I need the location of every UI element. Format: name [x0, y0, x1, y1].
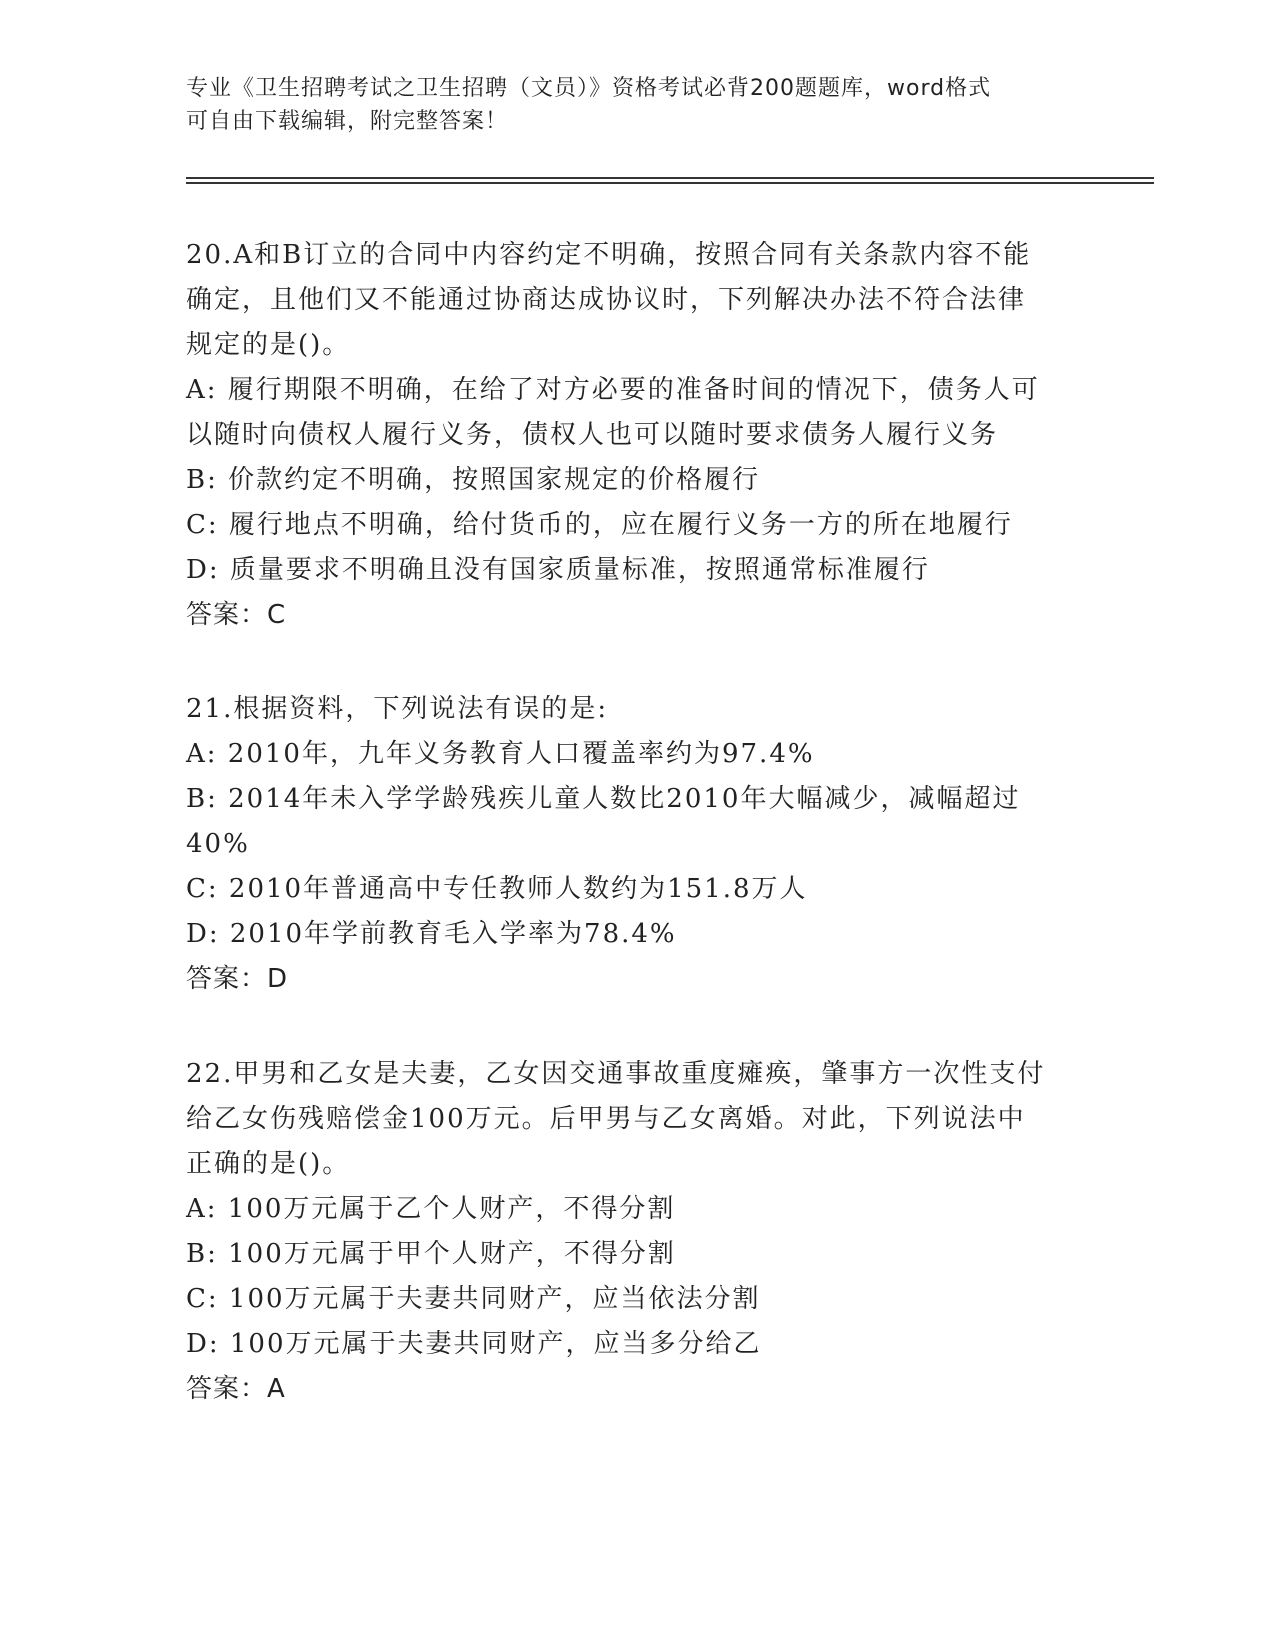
question-block — [186, 687, 1076, 1002]
option-b-continued: 40% — [186, 829, 250, 859]
option-a: A: 100万元属于乙个人财产，不得分割 — [186, 1194, 676, 1224]
question-stem-line: 正确的是()。 — [186, 1149, 351, 1179]
option-b: B: 100万元属于甲个人财产，不得分割 — [186, 1239, 676, 1269]
option-a: A: 2010年，九年义务教育人口覆盖率约为97.4% — [186, 739, 815, 769]
option-d: D: 100万元属于夫妻共同财产，应当多分给乙 — [186, 1329, 762, 1359]
option-a-continued: 以随时向债权人履行义务，债权人也可以随时要求债务人履行义务 — [186, 420, 999, 450]
question-stem-line: 22.甲男和乙女是夫妻，乙女因交通事故重度瘫痪，肇事方一次性支付 — [186, 1059, 1046, 1089]
question-block — [186, 1052, 1076, 1412]
answer-line: 答案：C — [186, 600, 287, 630]
option-d: D: 2010年学前教育毛入学率为78.4% — [186, 919, 677, 949]
header-divider-bottom — [186, 182, 1154, 184]
question-stem-line: 20.A和B订立的合同中内容约定不明确，按照合同有关条款内容不能 — [186, 240, 1032, 270]
option-c: C: 履行地点不明确，给付货币的，应在履行义务一方的所在地履行 — [186, 510, 1013, 540]
header-line: 可自由下载编辑，附完整答案！ — [186, 109, 509, 134]
question-stem-line: 21.根据资料，下列说法有误的是: — [186, 694, 609, 724]
question-stem-line: 确定，且他们又不能通过协商达成协议时，下列解决办法不符合法律 — [186, 285, 1027, 315]
header-line: 专业《卫生招聘考试之卫生招聘（文员）》资格考试必背200题题库，word格式 — [186, 76, 992, 101]
option-c: C: 100万元属于夫妻共同财产，应当依法分割 — [186, 1284, 761, 1314]
question-stem-line: 给乙女伤残赔偿金100万元。后甲男与乙女离婚。对此，下列说法中 — [186, 1104, 1026, 1134]
question-stem-line: 规定的是()。 — [186, 330, 351, 360]
option-b: B: 2014年未入学学龄残疾儿童人数比2010年大幅减少，减幅超过 — [186, 784, 1021, 814]
document-header — [186, 72, 1066, 138]
option-b: B: 价款约定不明确，按照国家规定的价格履行 — [186, 465, 761, 495]
answer-line: 答案：A — [186, 1374, 286, 1404]
option-c: C: 2010年普通高中专任教师人数约为151.8万人 — [186, 874, 808, 904]
header-divider-top — [186, 177, 1154, 179]
option-a: A: 履行期限不明确，在给了对方必要的准备时间的情况下，债务人可 — [186, 375, 1040, 405]
question-block — [186, 233, 1076, 638]
answer-line: 答案：D — [186, 964, 289, 994]
option-d: D: 质量要求不明确且没有国家质量标准，按照通常标准履行 — [186, 555, 930, 585]
